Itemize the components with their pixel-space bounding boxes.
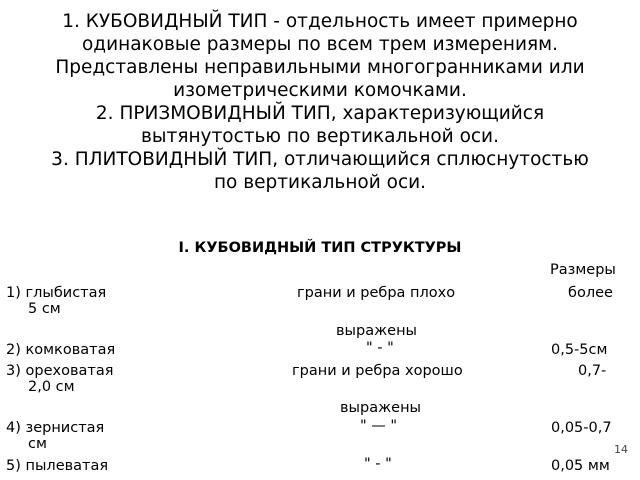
intro-line: Представлены неправильными многогранниками или (55, 57, 585, 78)
intro-line: одинаковые размеры по всем трем измерениям. (81, 34, 559, 55)
row-size: 0,05-0,7 (551, 420, 612, 436)
intro-line: 3. ПЛИТОВИДНЫЙ ТИП, отличающийся сплюснутостью (51, 149, 589, 170)
row-size: 0,05 мм (551, 458, 610, 474)
intro-line: 1. КУБОВИДНЫЙ ТИП - отдельность имеет примерно (62, 11, 578, 32)
row-size: см (28, 436, 47, 452)
row-name: 3) ореховатая (6, 363, 114, 379)
row-size: 5 см (28, 301, 61, 317)
row-desc: выражены (340, 400, 421, 416)
page-number: 14 (614, 443, 628, 456)
intro-line: по вертикальной оси. (213, 172, 427, 193)
intro-text (0, 10, 640, 194)
row-name: 2) комковатая (6, 342, 116, 358)
intro-line: вытянутостью по вертикальной оси. (141, 126, 499, 147)
intro-line: изометрическими комочками. (173, 80, 467, 101)
row-desc: грани и ребра хорошо (292, 363, 463, 379)
row-name: 1) глыбистая (6, 285, 107, 301)
row-desc: " - " (366, 340, 394, 356)
row-desc: " - " (364, 456, 392, 472)
row-size: более (568, 285, 613, 301)
row-desc: " — " (360, 418, 398, 434)
size-header: Размеры (550, 262, 616, 278)
row-size: 0,7- (578, 363, 607, 379)
row-size: 2,0 см (28, 379, 75, 395)
section-heading: I. КУБОВИДНЫЙ ТИП СТРУКТУРЫ (178, 240, 462, 256)
row-name: 5) пылеватая (6, 458, 109, 474)
intro-line: 2. ПРИЗМОВИДНЫЙ ТИП, характеризующийся (95, 103, 545, 124)
row-desc: грани и ребра плохо (297, 285, 456, 301)
row-name: 4) зернистая (6, 420, 105, 436)
row-desc: выражены (336, 323, 417, 339)
row-size: 0,5-5см (551, 342, 608, 358)
